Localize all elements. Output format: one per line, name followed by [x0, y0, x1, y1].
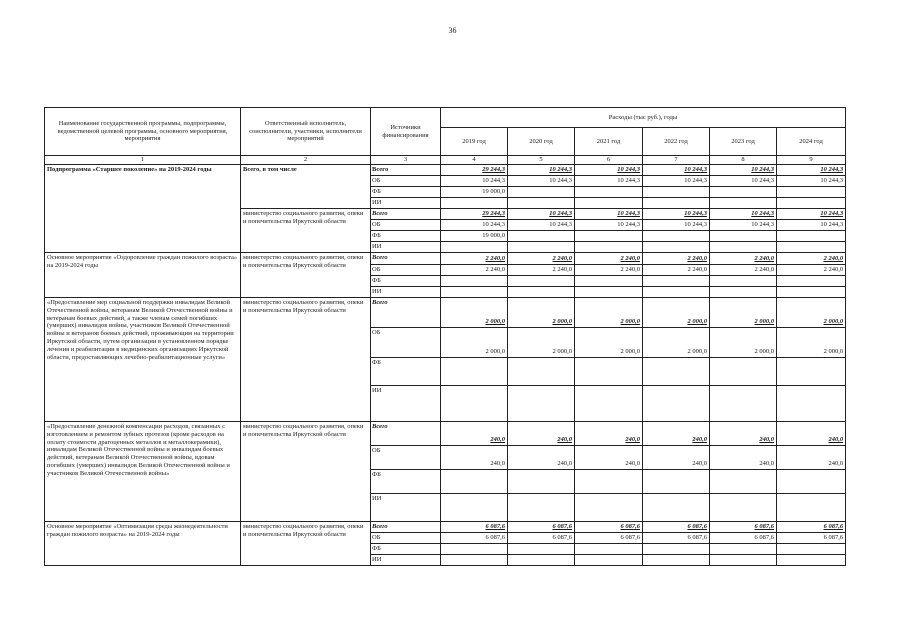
value-cell: 10 244,3: [508, 209, 575, 220]
value-cell: 10 244,3: [575, 165, 643, 176]
page-number: 36: [448, 26, 457, 35]
header-year: 2019 год: [441, 128, 508, 156]
event-name: Основное мероприятие «Оптимизация среды жизнедеятельности граждан пожилого возраста» на 2019-2024 годы: [45, 522, 241, 566]
header-expenses: Расходы (тыс руб.), годы: [441, 108, 846, 128]
value-cell: 2 000,0: [575, 328, 643, 358]
value-cell: 2 000,0: [777, 298, 846, 328]
value-cell: 10 244,3: [575, 220, 643, 231]
value-cell: 6 087,6: [710, 533, 777, 544]
header-row: [45, 108, 846, 128]
header-year: 2024 год: [777, 128, 846, 156]
column-number: 6: [575, 156, 643, 165]
value-cell: 10 244,3: [777, 165, 846, 176]
value-cell: 2 000,0: [441, 298, 508, 328]
value-cell: 10 244,3: [643, 165, 710, 176]
source-total: Всего: [371, 522, 441, 533]
column-number: 2: [241, 156, 371, 165]
source-ii: ИИ: [371, 386, 441, 422]
source-total: Всего: [371, 422, 441, 446]
value-cell: 240,0: [508, 422, 575, 446]
executor-all: Всего, в том числе: [241, 165, 371, 209]
header-name: Наименование государственной программы, подпрограммы, ведомственной целевой программы, основного мероприятия, мероприятия: [45, 108, 241, 156]
source-total: Всего: [371, 253, 441, 265]
executor-ministry: министерство социального развития, опеки и попечительства Иркутской области: [241, 209, 371, 253]
value-cell: 2 000,0: [508, 328, 575, 358]
value-cell: 240,0: [777, 446, 846, 470]
value-cell: 240,0: [575, 446, 643, 470]
subprogram-name: Подпрограмма «Старшее поколение» на 2019-2024 годы: [45, 165, 241, 253]
source-ii: ИИ: [371, 555, 441, 566]
source-ob: ОБ: [371, 446, 441, 470]
value-cell: 10 244,3: [508, 176, 575, 187]
source-ob: ОБ: [371, 533, 441, 544]
value-cell: 10 244,3: [508, 165, 575, 176]
measure-name: «Предоставление денежной компенсации расходов, связанных с изготовлением и ремонтом зубных протезов (кроме расходов на оплату стоимости драгоценных металлов и металлокерамики), инвалидам Великой Отечественной войны и инвалидам боевых действий, ветеранам Великой Отечественной войны, вдовам погибших (умерших) инвалидов Великой Отечественной войны и участников Великой Отечественной войны»: [45, 422, 241, 522]
column-number: 5: [508, 156, 575, 165]
value-cell: 10 244,3: [508, 220, 575, 231]
value-cell: 10 244,3: [643, 176, 710, 187]
event-name: Основное мероприятие «Оздоровление граждан пожилого возраста» на 2019-2024 годы: [45, 253, 241, 298]
column-number: 3: [371, 156, 441, 165]
value-cell: 2 000,0: [441, 328, 508, 358]
value-cell: 240,0: [441, 446, 508, 470]
value-cell: 29 244,3: [441, 165, 508, 176]
table-row: [45, 165, 846, 176]
column-number-row: [45, 156, 846, 165]
value-cell: 2 240,0: [777, 253, 846, 265]
source-total: Всего: [371, 298, 441, 328]
value-cell: 10 244,3: [643, 220, 710, 231]
column-number: 9: [777, 156, 846, 165]
header-year: 2022 год: [643, 128, 710, 156]
header-year: 2021 год: [575, 128, 643, 156]
source-fb: ФБ: [371, 544, 441, 555]
header-executor: Ответственный исполнитель, соисполнители, участники, исполнители мероприятий: [241, 108, 371, 156]
table-row: [45, 253, 846, 265]
value-cell: 240,0: [643, 422, 710, 446]
source-ii: ИИ: [371, 242, 441, 253]
value-cell: 10 244,3: [441, 176, 508, 187]
value-cell: 2 240,0: [710, 265, 777, 276]
value-cell: 6 087,6: [508, 533, 575, 544]
value-cell: 10 244,3: [710, 209, 777, 220]
value-cell: 240,0: [710, 446, 777, 470]
source-ob: ОБ: [371, 176, 441, 187]
value-cell: 6 087,6: [643, 533, 710, 544]
value-cell: 240,0: [575, 422, 643, 446]
source-fb: ФБ: [371, 358, 441, 386]
value-cell: 19 000,0: [441, 187, 508, 198]
value-cell: 2 000,0: [710, 328, 777, 358]
source-ob: ОБ: [371, 220, 441, 231]
value-cell: 10 244,3: [710, 165, 777, 176]
measure-name: «Предоставление мер социальной поддержки инвалидам Великой Отечественной войны, ветеранам Великой Отечественной войны и ветеранам боевых действий, а также членам семей погибших (умерших) инвалидов войны, участников Великой Отечественной войны и ветеранов боевых действий, проживающим на территории Иркутской области, путем организации в установленном порядке лечения и реабилитации в медицинских организациях Иркутской области, предоставляющих лечебно-реабилитационные услуги»: [45, 298, 241, 422]
value-cell: 2 000,0: [508, 298, 575, 328]
executor-ministry: министерство социального развития, опеки и попечительства Иркутской области: [241, 422, 371, 522]
source-ob: ОБ: [371, 328, 441, 358]
value-cell: 2 240,0: [441, 265, 508, 276]
source-ii: ИИ: [371, 494, 441, 522]
value-cell: 6 087,6: [575, 533, 643, 544]
value-cell: 10 244,3: [777, 209, 846, 220]
source-ii: ИИ: [371, 287, 441, 298]
value-cell: 10 244,3: [777, 176, 846, 187]
budget-table: [44, 107, 846, 566]
value-cell: 2 000,0: [575, 298, 643, 328]
value-cell: 10 244,3: [777, 220, 846, 231]
value-cell: 240,0: [643, 446, 710, 470]
value-cell: 2 240,0: [777, 265, 846, 276]
value-cell: 10 244,3: [643, 209, 710, 220]
value-cell: 2 240,0: [643, 253, 710, 265]
header-source: Источники финансирования: [371, 108, 441, 156]
source-fb: ФБ: [371, 276, 441, 287]
value-cell: 6 087,6: [441, 533, 508, 544]
value-cell: 240,0: [441, 422, 508, 446]
value-cell: 10 244,3: [575, 209, 643, 220]
value-cell: 240,0: [508, 446, 575, 470]
header-year: 2020 год: [508, 128, 575, 156]
value-cell: 2 000,0: [777, 328, 846, 358]
value-cell: 10 244,3: [441, 220, 508, 231]
header-year: 2023 год: [710, 128, 777, 156]
value-cell: 2 240,0: [575, 265, 643, 276]
value-cell: 2 240,0: [508, 253, 575, 265]
value-cell: 6 087,6: [575, 522, 643, 533]
value-cell: 10 244,3: [710, 220, 777, 231]
column-number: 8: [710, 156, 777, 165]
value-cell: 2 240,0: [575, 253, 643, 265]
column-number: 4: [441, 156, 508, 165]
value-cell: 6 087,6: [777, 533, 846, 544]
table-row: [45, 522, 846, 533]
value-cell: 10 244,3: [575, 176, 643, 187]
value-cell: 240,0: [710, 422, 777, 446]
value-cell: 6 087,6: [508, 522, 575, 533]
value-cell: 2 240,0: [508, 265, 575, 276]
source-ob: ОБ: [371, 265, 441, 276]
table-row: [45, 298, 846, 328]
source-fb: ФБ: [371, 231, 441, 242]
value-cell: 2 240,0: [643, 265, 710, 276]
value-cell: 2 240,0: [710, 253, 777, 265]
value-cell: 2 000,0: [643, 298, 710, 328]
value-cell: 6 087,6: [643, 522, 710, 533]
source-fb: ФБ: [371, 470, 441, 494]
table-row: [45, 422, 846, 446]
value-cell: 29 244,3: [441, 209, 508, 220]
value-cell: 6 087,6: [710, 522, 777, 533]
value-cell: 10 244,3: [710, 176, 777, 187]
source-fb: ФБ: [371, 187, 441, 198]
value-cell: 6 087,6: [441, 522, 508, 533]
source-ii: ИИ: [371, 198, 441, 209]
executor-ministry: министерство социального развития, опеки и попечительства Иркутской области: [241, 522, 371, 566]
value-cell: 2 000,0: [710, 298, 777, 328]
value-cell: 2 000,0: [643, 328, 710, 358]
column-number: 1: [45, 156, 241, 165]
executor-ministry: министерство социального развития, опеки и попечительства Иркутской области: [241, 253, 371, 298]
value-cell: 2 240,0: [441, 253, 508, 265]
value-cell: 240,0: [777, 422, 846, 446]
executor-ministry: министерство социального развития, опеки и попечительства Иркутской области: [241, 298, 371, 422]
source-total: Всего: [371, 209, 441, 220]
value-cell: 19 000,0: [441, 231, 508, 242]
source-total: Всего: [371, 165, 441, 176]
column-number: 7: [643, 156, 710, 165]
value-cell: 6 087,6: [777, 522, 846, 533]
